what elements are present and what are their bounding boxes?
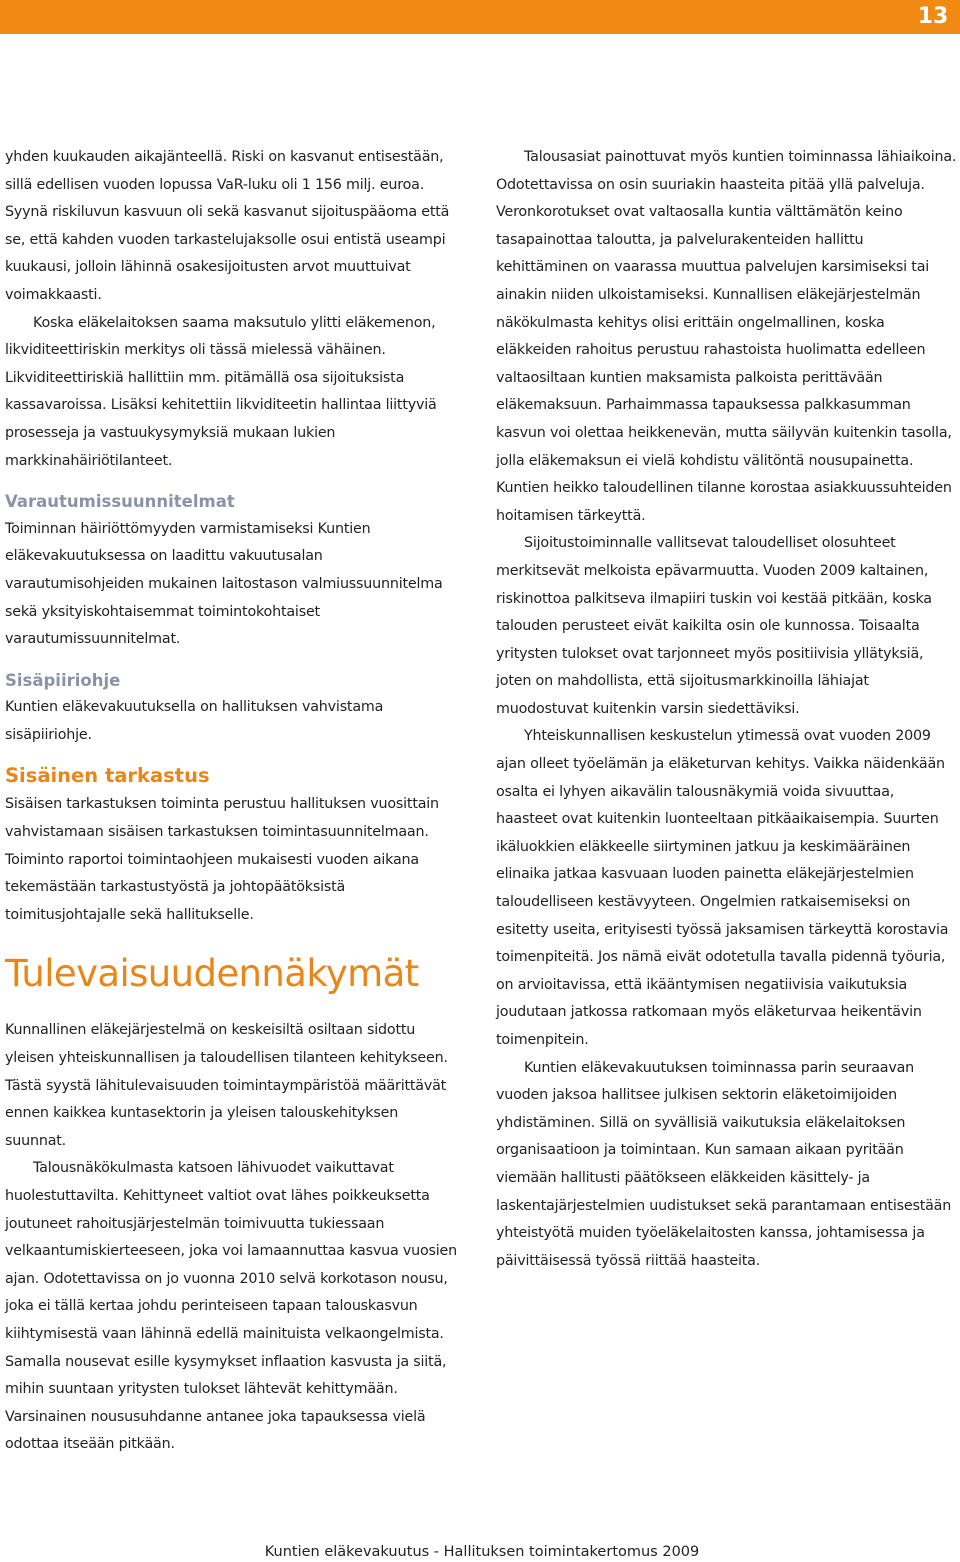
right-text-column xyxy=(496,144,958,1275)
page-footer xyxy=(0,1542,960,1562)
heading-sisapiiriohje: Sisäpiiriohje xyxy=(5,670,121,690)
paragraph: Kunnallinen eläkejärjestelmä on keskeisiltä osiltaan sidottu yleisen yhteiskunnallisen ja taloudellisen tilanteen kehitykseen. Tästä syystä lähitulevaisuuden toimintaympäristöä määrittävät ennen kaikkea kuntasektorin ja yleisen talouskehityksen suunnat. xyxy=(5,1022,448,1149)
heading-varautumissuunnitelmat: Varautumissuunnitelmat xyxy=(5,492,235,512)
paragraph: yhden kuukauden aikajänteellä. Riski on kasvanut entisestään, sillä edellisen vuoden lopussa VaR-luku oli 1 156 milj. euroa. Syynä riskiluvun kasvuun oli sekä kasvanut sijoituspääoma että se, että kahden vuoden tarkastelujaksolle osui entistä useampi kuukausi, jolloin lähinnä osakesijoitusten arvot muuttuivat voimakkaasti. xyxy=(5,149,450,303)
paragraph: Kuntien eläkevakuutuksen toiminnassa parin seuraavan vuoden jaksoa hallitsee julkisen sektorin eläketoimijoiden yhdistäminen. Sillä on syvällisiä vaikutuksia eläkelaitoksen organisaatioon ja toimintaan. Kun samaan aikaan pyritään viemään hallitusti päätökseen eläkkeiden käsittely- ja laskentajärjestelmien uudistukset sekä parantamaan entisestään yhteistyötä muiden työeläkelaitosten kanssa, johtamisessa ja päivittäisessä työssä riittää haasteita. xyxy=(496,1059,952,1269)
paragraph: Talousasiat painottuvat myös kuntien toiminnassa lähiaikoina. Odotettavissa on osin suuriakin haasteita pitää yllä palveluja. Veronkorotukset ovat valtaosalla kuntia välttämätön keino tasapainottaa taloutta, ja palvelurakenteiden hallittu kehittäminen on vaarassa muuttua palvelujen karsimiseksi tai ainakin niiden ulkoistamiseksi. Kunnallisen eläkejärjestelmän näkökulmasta kehitys olisi erittäin ongelmallinen, koska eläkkeiden rahoitus perustuu rahastoista huolimatta edelleen valtaosiltaan kuntien maksamista palkoista perittävään eläkemaksuun. Parhaimmassa tapauksessa palkkasumman kasvun voi olettaa heikkenevän, mutta säilyvän kuitenkin tasolla, jolla eläkemaksun ei vielä kohdistu välitöntä nousupainetta. Kuntien heikko taloudellinen tilanne korostaa asiakkuussuhteiden hoitamisen tärkeyttä. xyxy=(496,149,957,524)
paragraph: Toiminnan häiriöttömyyden varmistamiseksi Kuntien eläkevakuutuksessa on laadittu vakuutusalan varautumisohjeiden mukainen laitostason valmiussuunnitelma sekä yksityiskohtaisemmat toimintokohtaiset varautumissuunnitelmat. xyxy=(5,520,443,648)
paragraph: Kuntien eläkevakuutuksella on hallituksen vahvistama sisäpiiriohje. xyxy=(5,699,384,743)
paragraph: Sisäisen tarkastuksen toiminta perustuu hallituksen vuosittain vahvistamaan sisäisen tarkastuksen toimintasuunnitelmaan. Toiminto raportoi toimintaohjeen mukaisesti vuoden aikana tekemästään tarkastustyöstä ja johtopäätöksistä toimitusjohtajalle sekä hallitukselle. xyxy=(5,796,439,923)
header-color-bar xyxy=(0,0,960,34)
page-number: 13 xyxy=(917,4,949,29)
paragraph: Talousnäkökulmasta katsoen lähivuodet vaikuttavat huolestuttavilta. Kehittyneet valtiot ovat lähes poikkeuksetta joutuneet rahoitusjärjestelmän toimivuutta tukiessaan velkaantumiskierteeseen, joka voi lamaannuttaa kasvua vuosien ajan. Odotettavissa on jo vuonna 2010 selvä korkotason nousu, joka ei tällä kertaa johdu perinteiseen tapaan talouskasvun kiihtymisestä vaan lähinnä edellä mainituista velkaongelmista. Samalla nousevat esille kysymykset inflaation kasvusta ja siitä, mihin suuntaan yritysten tulokset lähtevät kehittymään. Varsinainen noususuhdanne antanee joka tapauksessa vielä odottaa itseään pitkään. xyxy=(5,1160,458,1453)
paragraph: Yhteiskunnallisen keskustelun ytimessä ovat vuoden 2009 ajan olleet työelämän ja eläketurvan kehitys. Vaikka näidenkään osalta ei lyhyen aikavälin talousnäkymiä voida sivuuttaa, haasteet ovat kuitenkin luonteeltaan pitkäaikaisempia. Suurten ikäluokkien eläkkeelle siirtyminen jatkuu ja keskimääräinen elinaika jatkaa kasvuaan luoden painetta eläkejärjestelmien taloudelliseen kestävyyteen. Ongelmien ratkaisemiseksi on esitetty useita, erityisesti työssä jaksamisen tärkeyttä korostavia toimenpiteitä. Jos nämä eivät odotetulla tavalla pidennä työuria, on arvioitavissa, että ikääntymisen negatiivisia vaikutuksia joudutaan jatkossa ratkomaan myös eläketurvaa heikentävin toimenpitein. xyxy=(496,728,949,1048)
paragraph: Koska eläkelaitoksen saama maksutulo ylitti eläkemenon, likviditeettiriskin merkitys oli tässä mielessä vähäinen. Likviditeettiriskiä hallittiin mm. pitämällä osa sijoituksista kassavaroissa. Lisäksi kehitettiin likviditeetin hallintaa liittyviä prosesseja ja vastuukysymyksiä mukaan lukien markkinahäiriötilanteet. xyxy=(5,314,437,469)
heading-tulevaisuudennakymat: Tulevaisuudennäkymät xyxy=(5,952,419,996)
left-text-column xyxy=(5,144,460,1459)
footer-text: Kuntien eläkevakuutus - Hallituksen toimintakertomus 2009 xyxy=(264,1544,700,1560)
heading-sisainen-tarkastus: Sisäinen tarkastus xyxy=(5,764,210,788)
paragraph: Sijoitustoiminnalle vallitsevat taloudelliset olosuhteet merkitsevät melkoista epävarmuutta. Vuoden 2009 kaltainen, riskinottoa palkitseva ilmapiiri tuskin voi kestää pitkään, koska talouden perusteet eivät kaikilta osin ole kunnossa. Toisaalta yritysten tulokset ovat tarjonneet myös positiivisia yllätyksiä, joten on mahdollista, että sijoitusmarkkinoilla lähiajat muodostuvat kuitenkin varsin siedettäviksi. xyxy=(496,535,932,717)
